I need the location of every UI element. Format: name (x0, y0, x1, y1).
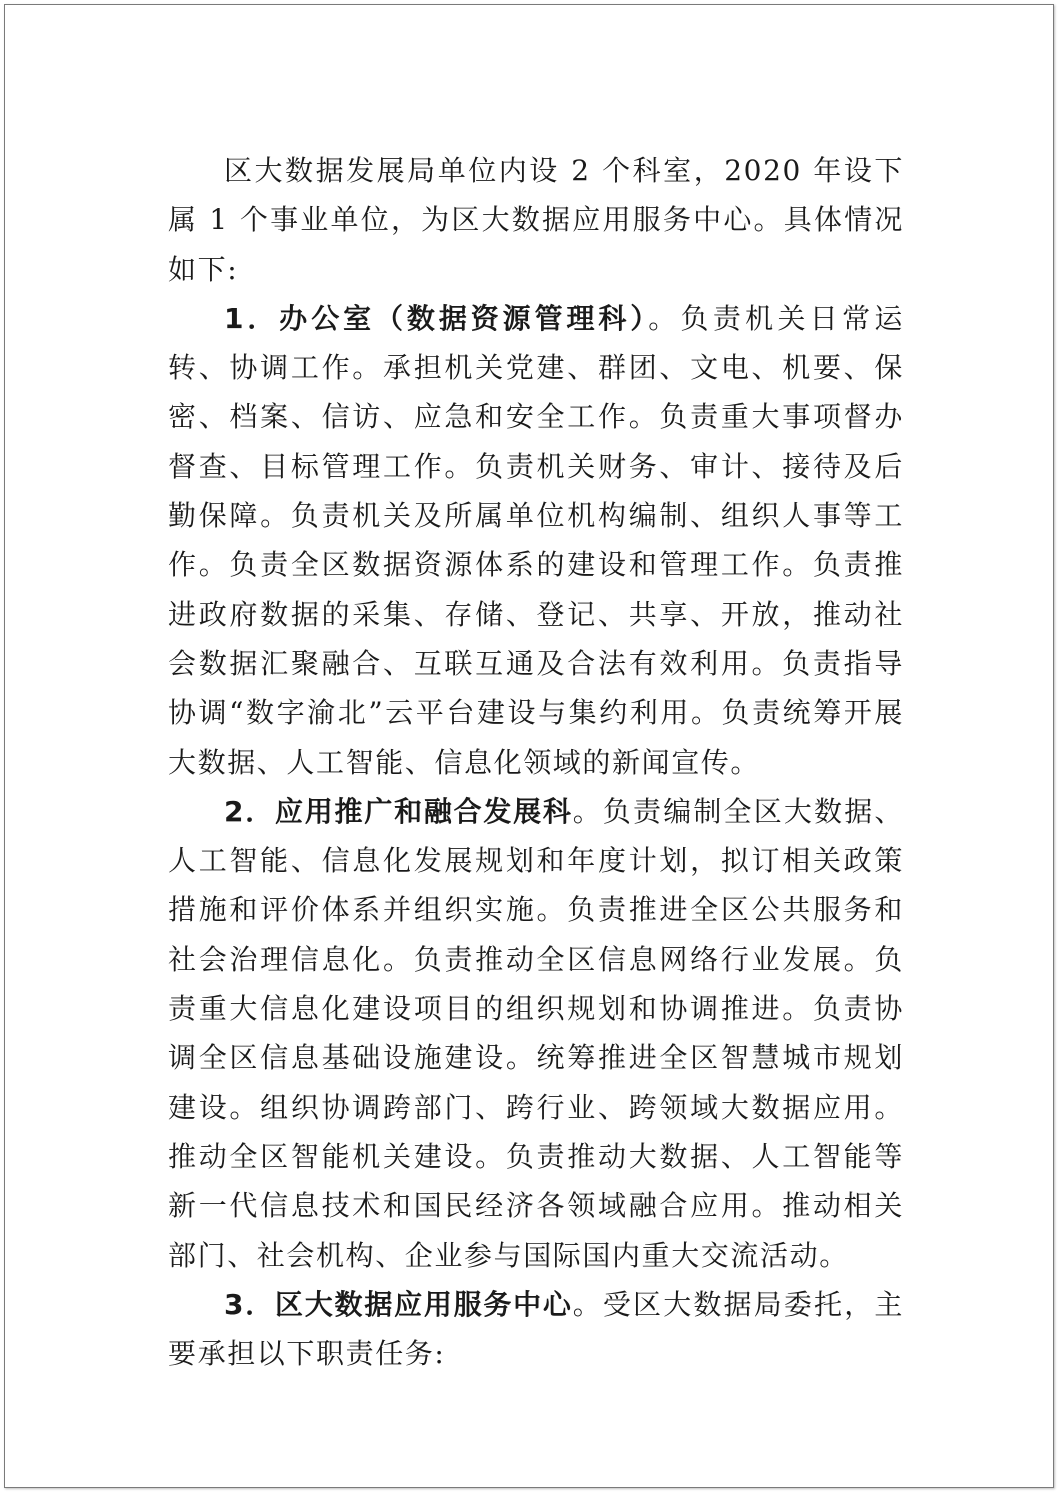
document-body (168, 146, 904, 1378)
section-3-paragraph (168, 1280, 904, 1379)
section-1-paragraph (168, 294, 904, 787)
section-3-body: 。受区大数据局委托，主要承担以下职责任务: (168, 1287, 904, 1371)
section-2-body: 。负责编制全区大数据、人工智能、信息化发展规划和年度计划，拟订相关政策措施和评价体系并组织实施。负责推进全区公共服务和社会治理信息化。负责推动全区信息网络行业发展。负责重大信息化建设项目的组织规划和协调推进。负责协调全区信息基础设施建设。统筹推进全区智慧城市规划建设。组织协调跨部门、跨行业、跨领域大数据应用。推动全区智能机关建设。负责推动大数据、人工智能等新一代信息技术和国民经济各领域融合应用。推动相关部门、社会机构、企业参与国际国内重大交流活动。 (168, 794, 904, 1272)
section-3-heading: 3．区大数据应用服务中心 (224, 1287, 573, 1321)
section-2-heading: 2．应用推广和融合发展科 (224, 794, 573, 828)
intro-paragraph: 区大数据发展局单位内设 2 个科室，2020 年设下属 1 个事业单位，为区大数据应用服务中心。具体情况如下: (168, 154, 904, 286)
document-page (4, 4, 1054, 1488)
section-1-heading: 1．办公室（数据资源管理科） (224, 301, 649, 335)
section-1-body: 。负责机关日常运转、协调工作。承担机关党建、群团、文电、机要、保密、档案、信访、应急和安全工作。负责重大事项督办督查、目标管理工作。负责机关财务、审计、接待及后勤保障。负责机关及所属单位机构编制、组织人事等工作。负责全区数据资源体系的建设和管理工作。负责推进政府数据的采集、存储、登记、共享、开放，推动社会数据汇聚融合、互联互通及合法有效利用。负责指导协调“数字渝北”云平台建设与集约利用。负责统筹开展大数据、人工智能、信息化领域的新闻宣传。 (168, 301, 904, 779)
section-2-paragraph (168, 787, 904, 1280)
